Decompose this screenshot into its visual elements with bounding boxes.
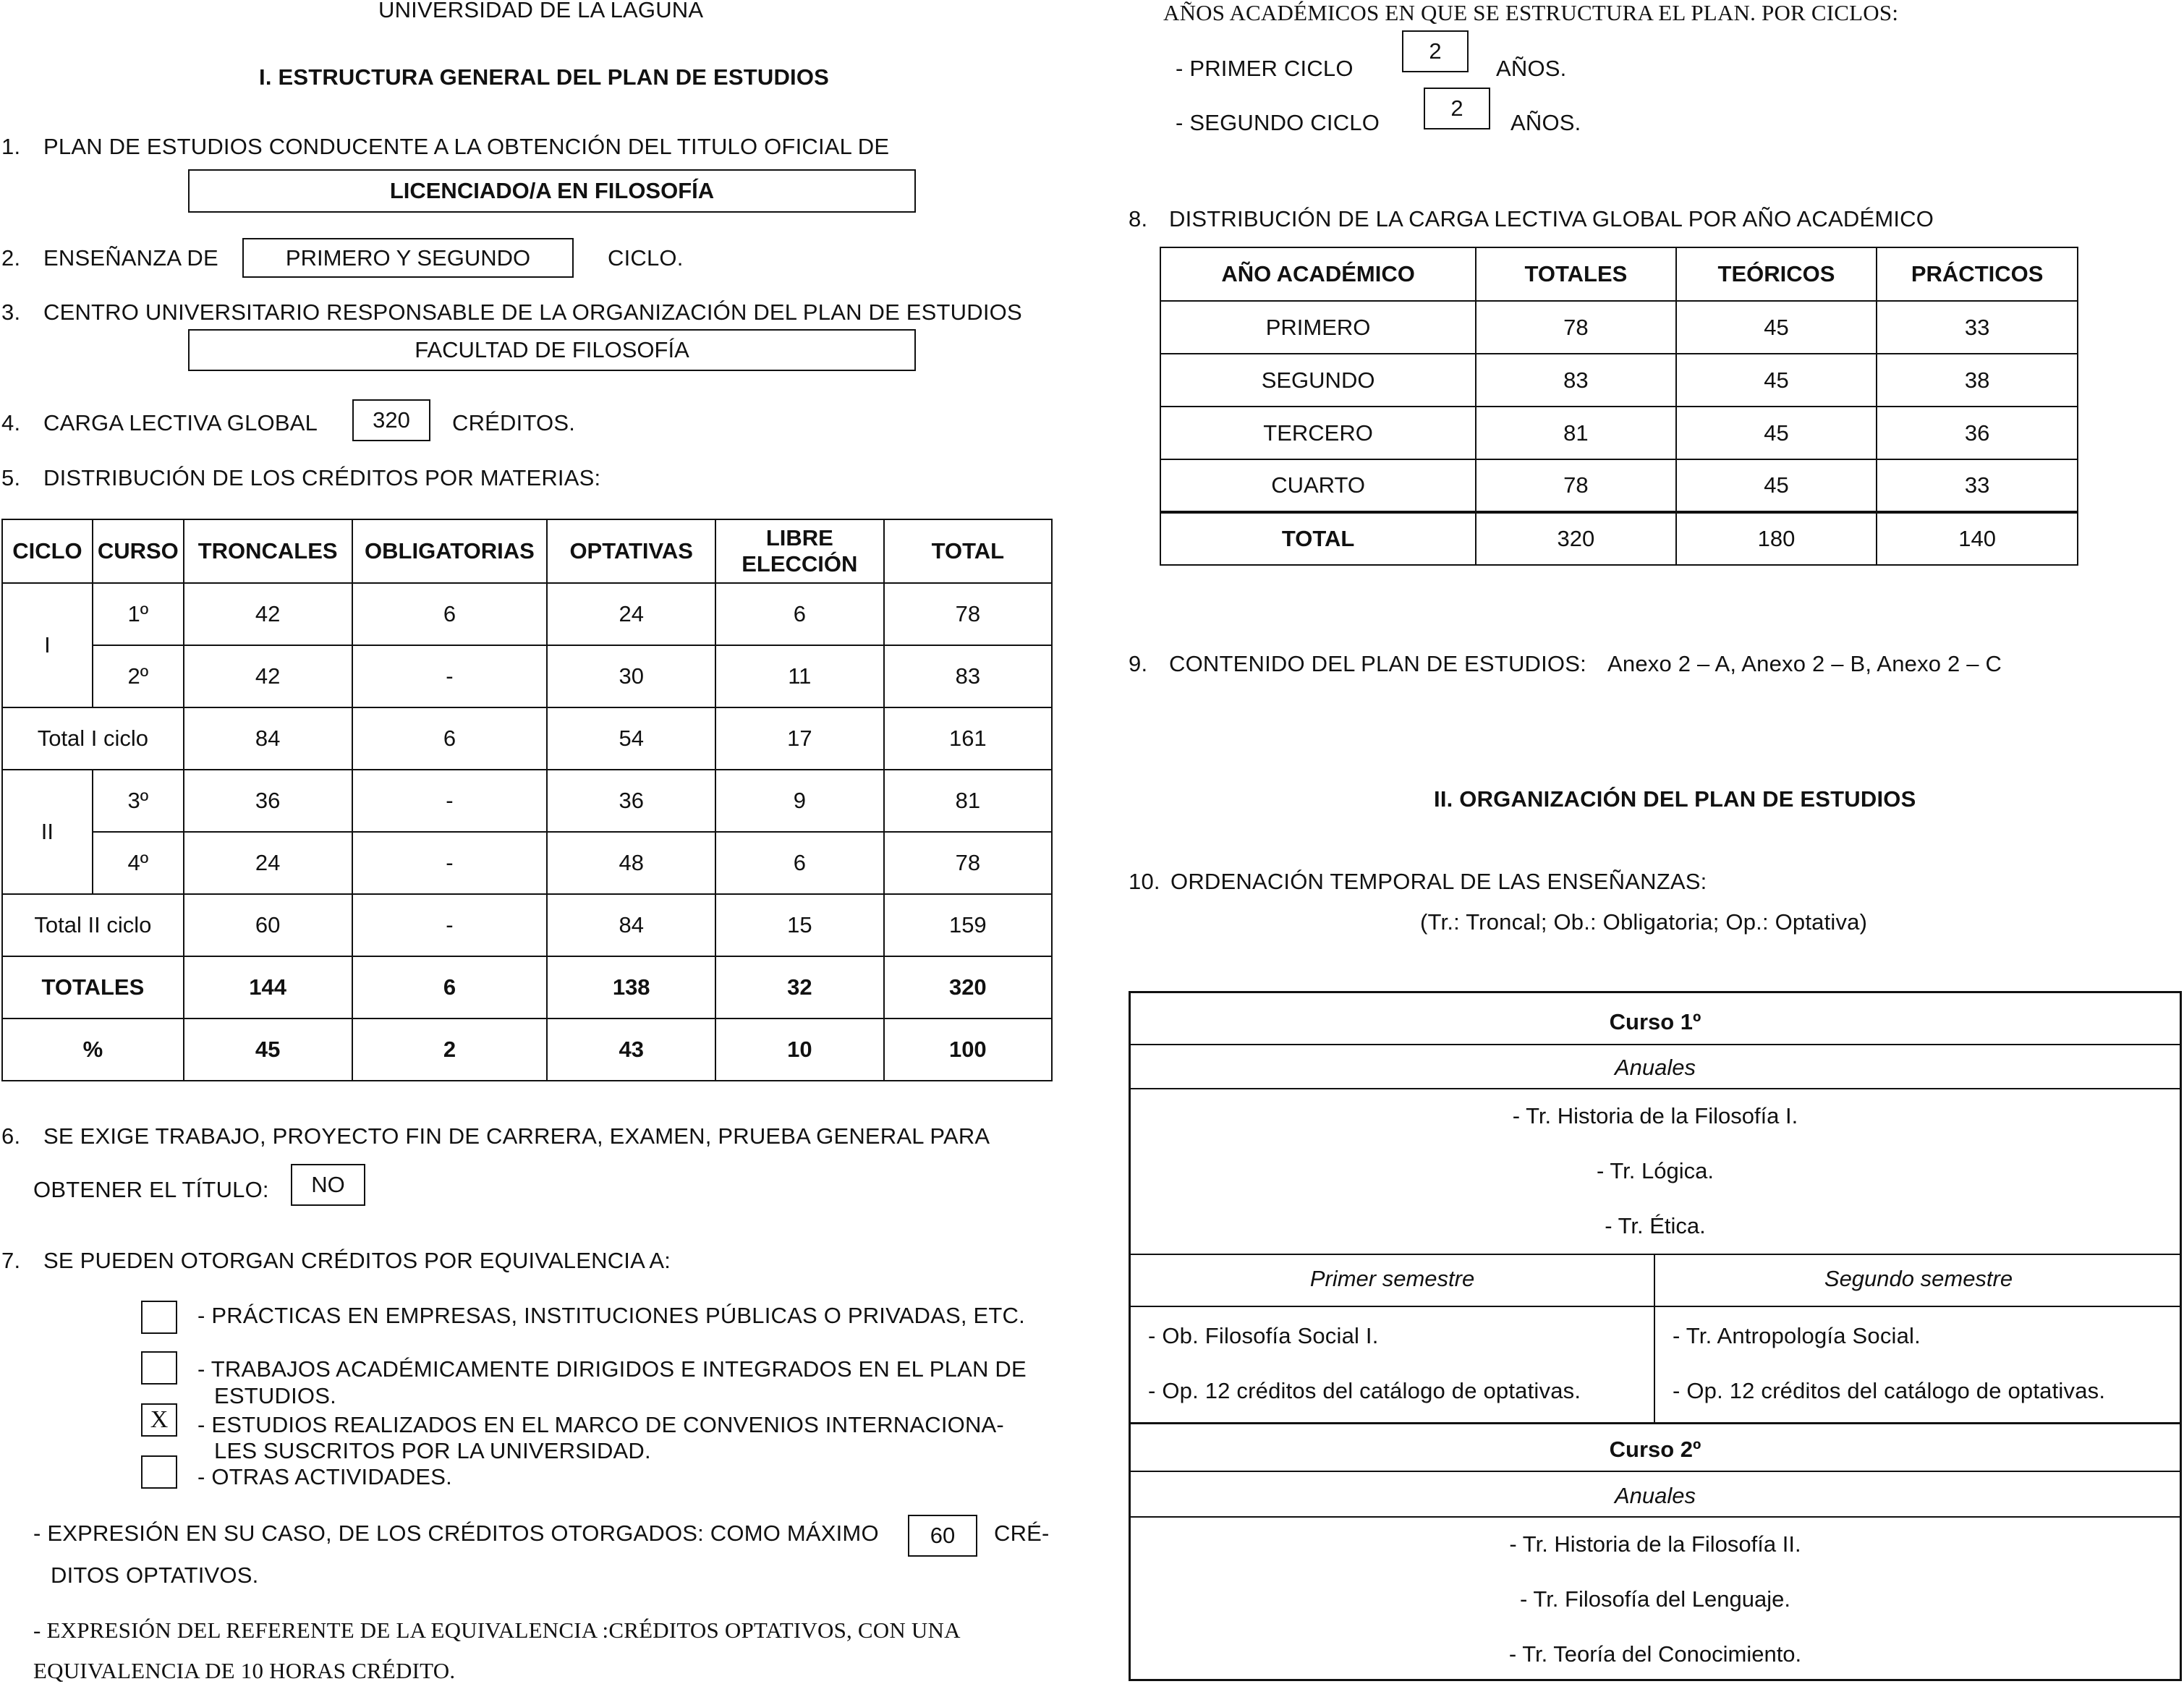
table-row <box>1160 459 2078 512</box>
table-cell: 42 <box>184 583 352 645</box>
header-curso: CURSO <box>93 519 184 583</box>
checkbox-practicas[interactable] <box>141 1301 177 1334</box>
divider <box>1131 1088 2180 1089</box>
item-4-number: 4. <box>1 410 21 435</box>
segundo-ciclo-label: - SEGUNDO CICLO <box>1176 110 1380 135</box>
table-cell: 48 <box>547 832 715 894</box>
table-cell: 42 <box>184 645 352 707</box>
max-credits-box: 60 <box>908 1515 977 1557</box>
header-optativas: OPTATIVAS <box>547 519 715 583</box>
segundo-ciclo-anos: AÑOS. <box>1510 110 1581 135</box>
faculty-box: FACULTAD DE FILOSOFÍA <box>188 329 916 371</box>
equiv-option-2: - TRABAJOS ACADÉMICAMENTE DIRIGIDOS E INTEGRADOS EN EL PLAN DE <box>197 1356 1027 1382</box>
list-item: - Tr. Ética. <box>1605 1213 1706 1238</box>
table-row <box>2 956 1052 1019</box>
item-2-suffix: CICLO. <box>608 245 684 271</box>
table-cell: 83 <box>884 645 1052 707</box>
item-9-number: 9. <box>1129 651 1148 676</box>
degree-title-box: LICENCIADO/A EN FILOSOFÍA <box>188 169 916 213</box>
item-6-text: SE EXIGE TRABAJO, PROYECTO FIN DE CARRERA, EXAMEN, PRUEBA GENERAL PARA <box>43 1123 990 1149</box>
segundo-ciclo-box: 2 <box>1424 88 1490 129</box>
table-cell: 10 <box>715 1019 884 1081</box>
divider <box>1131 1471 2180 1472</box>
table-cell: 78 <box>1476 459 1676 512</box>
checkbox-convenios[interactable]: X <box>141 1403 177 1437</box>
divider <box>1131 1044 2180 1045</box>
table-row <box>1160 301 2078 354</box>
item-7-number: 7. <box>1 1248 21 1273</box>
table-cell: 54 <box>547 707 715 770</box>
header-practicos: PRÁCTICOS <box>1877 247 2078 301</box>
table-cell: 6 <box>715 832 884 894</box>
table-cell: 100 <box>884 1019 1052 1081</box>
cycle-cell: I <box>2 583 93 707</box>
header-teoricos: TEÓRICOS <box>1676 247 1877 301</box>
equiv-option-2-cont: ESTUDIOS. <box>214 1383 336 1408</box>
table-cell: 320 <box>1476 512 1676 565</box>
load-distribution-table <box>1160 247 2078 566</box>
header-troncales: TRONCALES <box>184 519 352 583</box>
divider <box>1131 1422 2180 1424</box>
table-cell: 140 <box>1877 512 2078 565</box>
item-1-text: PLAN DE ESTUDIOS CONDUCENTE A LA OBTENCIÓN DEL TITULO OFICIAL DE <box>43 134 890 159</box>
list-item: - Tr. Historia de la Filosofía II. <box>1509 1531 1801 1557</box>
table-cell: 6 <box>352 707 548 770</box>
university-name: UNIVERSIDAD DE LA LAGUNA <box>378 0 704 22</box>
subtotal-label: Total I ciclo <box>2 707 184 770</box>
list-item: - Tr. Teoría del Conocimiento. <box>1508 1641 1802 1667</box>
list-item: - Ob. Filosofía Social I. <box>1148 1323 1379 1348</box>
header-ano-academico: AÑO ACADÉMICO <box>1160 247 1476 301</box>
table-cell: 78 <box>1476 301 1676 354</box>
checkbox-otras[interactable] <box>141 1455 177 1489</box>
table-cell: 81 <box>1476 407 1676 459</box>
item-9-value: Anexo 2 – A, Anexo 2 – B, Anexo 2 – C <box>1607 651 2002 676</box>
equivalence-reference: - EXPRESIÓN DEL REFERENTE DE LA EQUIVALENCIA :CRÉDITOS OPTATIVOS, CON UNA <box>33 1617 961 1643</box>
table-cell: 84 <box>547 894 715 956</box>
primer-ciclo-box: 2 <box>1402 30 1469 72</box>
cycle-cell: II <box>2 770 93 894</box>
item-10-text: ORDENACIÓN TEMPORAL DE LAS ENSEÑANZAS: <box>1170 869 1707 894</box>
table-row <box>1160 407 2078 459</box>
academic-years-title: AÑOS ACADÉMICOS EN QUE SE ESTRUCTURA EL PLAN. POR CICLOS: <box>1163 0 1899 25</box>
table-cell: 36 <box>184 770 352 832</box>
table-cell: 2º <box>93 645 184 707</box>
table-cell: 45 <box>1676 407 1877 459</box>
table-cell: 4º <box>93 832 184 894</box>
table-cell: PRIMERO <box>1160 301 1476 354</box>
table-cell: 45 <box>1676 459 1877 512</box>
list-item: - Tr. Lógica. <box>1597 1158 1714 1183</box>
list-item: - Op. 12 créditos del catálogo de optativas. <box>1673 1378 2106 1403</box>
table-cell: 33 <box>1877 459 2078 512</box>
table-cell: 36 <box>547 770 715 832</box>
total-label: TOTAL <box>1160 512 1476 565</box>
table-cell: 78 <box>884 583 1052 645</box>
table-cell: 159 <box>884 894 1052 956</box>
table-cell: 36 <box>1877 407 2078 459</box>
divider <box>1131 1516 2180 1518</box>
equiv-option-1: - PRÁCTICAS EN EMPRESAS, INSTITUCIONES PÚBLICAS O PRIVADAS, ETC. <box>197 1303 1025 1328</box>
course-2-anuales: Anuales <box>1614 1483 1696 1508</box>
table-cell: 60 <box>184 894 352 956</box>
section-2-title: II. ORGANIZACIÓN DEL PLAN DE ESTUDIOS <box>1434 786 1916 812</box>
item-5-text: DISTRIBUCIÓN DE LOS CRÉDITOS POR MATERIAS: <box>43 465 601 490</box>
item-6-text-2: OBTENER EL TÍTULO: <box>33 1177 269 1202</box>
divider <box>1131 1306 1654 1307</box>
list-item: - Tr. Historia de la Filosofía I. <box>1512 1103 1798 1128</box>
equivalence-reference-2: EQUIVALENCIA DE 10 HORAS CRÉDITO. <box>33 1658 456 1683</box>
second-semester-column <box>1655 1254 2182 1422</box>
table-row <box>2 832 1052 894</box>
table-cell: 43 <box>547 1019 715 1081</box>
item-10-number: 10. <box>1129 869 1160 894</box>
table-cell: 2 <box>352 1019 548 1081</box>
header-libre: LIBRE <box>765 525 833 550</box>
table-cell: 45 <box>1676 354 1877 407</box>
table-row <box>2 583 1052 645</box>
primer-ciclo-label: - PRIMER CICLO <box>1176 56 1354 81</box>
item-9-text: CONTENIDO DEL PLAN DE ESTUDIOS: <box>1169 651 1586 676</box>
table-cell: 24 <box>184 832 352 894</box>
item-4-suffix: CRÉDITOS. <box>452 410 576 435</box>
list-item: - Tr. Antropología Social. <box>1673 1323 1921 1348</box>
table-cell: 320 <box>884 956 1052 1019</box>
equiv-option-4: - OTRAS ACTIVIDADES. <box>197 1464 452 1489</box>
max-credits-text: - EXPRESIÓN EN SU CASO, DE LOS CRÉDITOS OTORGADOS: COMO MÁXIMO <box>33 1521 879 1546</box>
first-semester-title: Primer semestre <box>1309 1266 1475 1291</box>
table-cell: - <box>352 894 548 956</box>
table-cell: 33 <box>1877 301 2078 354</box>
course-2-title: Curso 2º <box>1609 1437 1701 1462</box>
table-cell: TERCERO <box>1160 407 1476 459</box>
table-cell: 180 <box>1676 512 1877 565</box>
first-semester-column <box>1131 1254 1655 1422</box>
header-total: TOTAL <box>884 519 1052 583</box>
table-cell: 1º <box>93 583 184 645</box>
header-obligatorias: OBLIGATORIAS <box>352 519 548 583</box>
item-2-text: ENSEÑANZA DE <box>43 245 218 271</box>
table-row <box>2 1019 1052 1081</box>
table-cell: 17 <box>715 707 884 770</box>
table-row <box>1160 512 2078 565</box>
table-cell: 38 <box>1877 354 2078 407</box>
item-4-text: CARGA LECTIVA GLOBAL <box>43 410 318 435</box>
totals-label: TOTALES <box>2 956 184 1019</box>
table-cell: 9 <box>715 770 884 832</box>
table-cell: - <box>352 832 548 894</box>
table-cell: 24 <box>547 583 715 645</box>
course-1-anuales: Anuales <box>1614 1055 1696 1080</box>
table-cell: - <box>352 645 548 707</box>
table-header-row <box>1160 247 2078 301</box>
item-1-number: 1. <box>1 134 21 159</box>
table-header-row <box>2 519 1052 583</box>
final-project-box: NO <box>291 1164 365 1206</box>
table-cell: 138 <box>547 956 715 1019</box>
equiv-option-3-cont: LES SUSCRITOS POR LA UNIVERSIDAD. <box>214 1438 651 1463</box>
header-libre-eleccion <box>715 519 884 583</box>
table-cell: 3º <box>93 770 184 832</box>
header-ciclo: CICLO <box>2 519 93 583</box>
table-cell: 45 <box>1676 301 1877 354</box>
item-10-legend: (Tr.: Troncal; Ob.: Obligatoria; Op.: Optativa) <box>1420 909 1868 935</box>
table-row <box>2 894 1052 956</box>
table-cell: 81 <box>884 770 1052 832</box>
table-row <box>2 770 1052 832</box>
item-6-number: 6. <box>1 1123 21 1149</box>
max-credits-text-2: DITOS OPTATIVOS. <box>51 1562 259 1588</box>
table-cell: 83 <box>1476 354 1676 407</box>
table-cell: 84 <box>184 707 352 770</box>
subtotal-label: Total II ciclo <box>2 894 184 956</box>
table-row <box>2 707 1052 770</box>
section-1-title: I. ESTRUCTURA GENERAL DEL PLAN DE ESTUDIOS <box>259 64 830 90</box>
item-7-text: SE PUEDEN OTORGAN CRÉDITOS POR EQUIVALENCIA A: <box>43 1248 671 1273</box>
table-cell: 144 <box>184 956 352 1019</box>
second-semester-title: Segundo semestre <box>1824 1266 2013 1291</box>
global-load-box: 320 <box>352 399 430 441</box>
item-2-number: 2. <box>1 245 21 271</box>
table-cell: 32 <box>715 956 884 1019</box>
table-row <box>2 645 1052 707</box>
teaching-cycle-box: PRIMERO Y SEGUNDO <box>242 238 574 278</box>
primer-ciclo-anos: AÑOS. <box>1496 56 1567 81</box>
table-cell: 30 <box>547 645 715 707</box>
table-cell: 6 <box>715 583 884 645</box>
header-totales: TOTALES <box>1476 247 1676 301</box>
header-eleccion: ELECCIÓN <box>742 551 858 577</box>
table-cell: 15 <box>715 894 884 956</box>
equiv-option-3: - ESTUDIOS REALIZADOS EN EL MARCO DE CONVENIOS INTERNACIONA- <box>197 1412 1004 1437</box>
table-cell: 161 <box>884 707 1052 770</box>
table-cell: CUARTO <box>1160 459 1476 512</box>
table-cell: 6 <box>352 583 548 645</box>
table-cell: 6 <box>352 956 548 1019</box>
item-3-number: 3. <box>1 299 21 325</box>
max-credits-suffix: CRÉ- <box>994 1521 1050 1546</box>
credits-distribution-table <box>1 519 1053 1081</box>
percent-label: % <box>2 1019 184 1081</box>
table-row <box>1160 354 2078 407</box>
course-1-title: Curso 1º <box>1609 1009 1701 1034</box>
item-5-number: 5. <box>1 465 21 490</box>
course-organization-box <box>1129 991 2182 1681</box>
table-cell: 11 <box>715 645 884 707</box>
table-cell: SEGUNDO <box>1160 354 1476 407</box>
divider <box>1655 1306 2182 1307</box>
table-cell: - <box>352 770 548 832</box>
checkbox-trabajos[interactable] <box>141 1351 177 1385</box>
list-item: - Tr. Filosofía del Lenguaje. <box>1520 1586 1790 1612</box>
table-cell: 45 <box>184 1019 352 1081</box>
item-8-number: 8. <box>1129 206 1148 231</box>
table-cell: 78 <box>884 832 1052 894</box>
list-item: - Op. 12 créditos del catálogo de optativas. <box>1148 1378 1581 1403</box>
item-8-text: DISTRIBUCIÓN DE LA CARGA LECTIVA GLOBAL POR AÑO ACADÉMICO <box>1169 206 1934 231</box>
item-3-text: CENTRO UNIVERSITARIO RESPONSABLE DE LA ORGANIZACIÓN DEL PLAN DE ESTUDIOS <box>43 299 1022 325</box>
